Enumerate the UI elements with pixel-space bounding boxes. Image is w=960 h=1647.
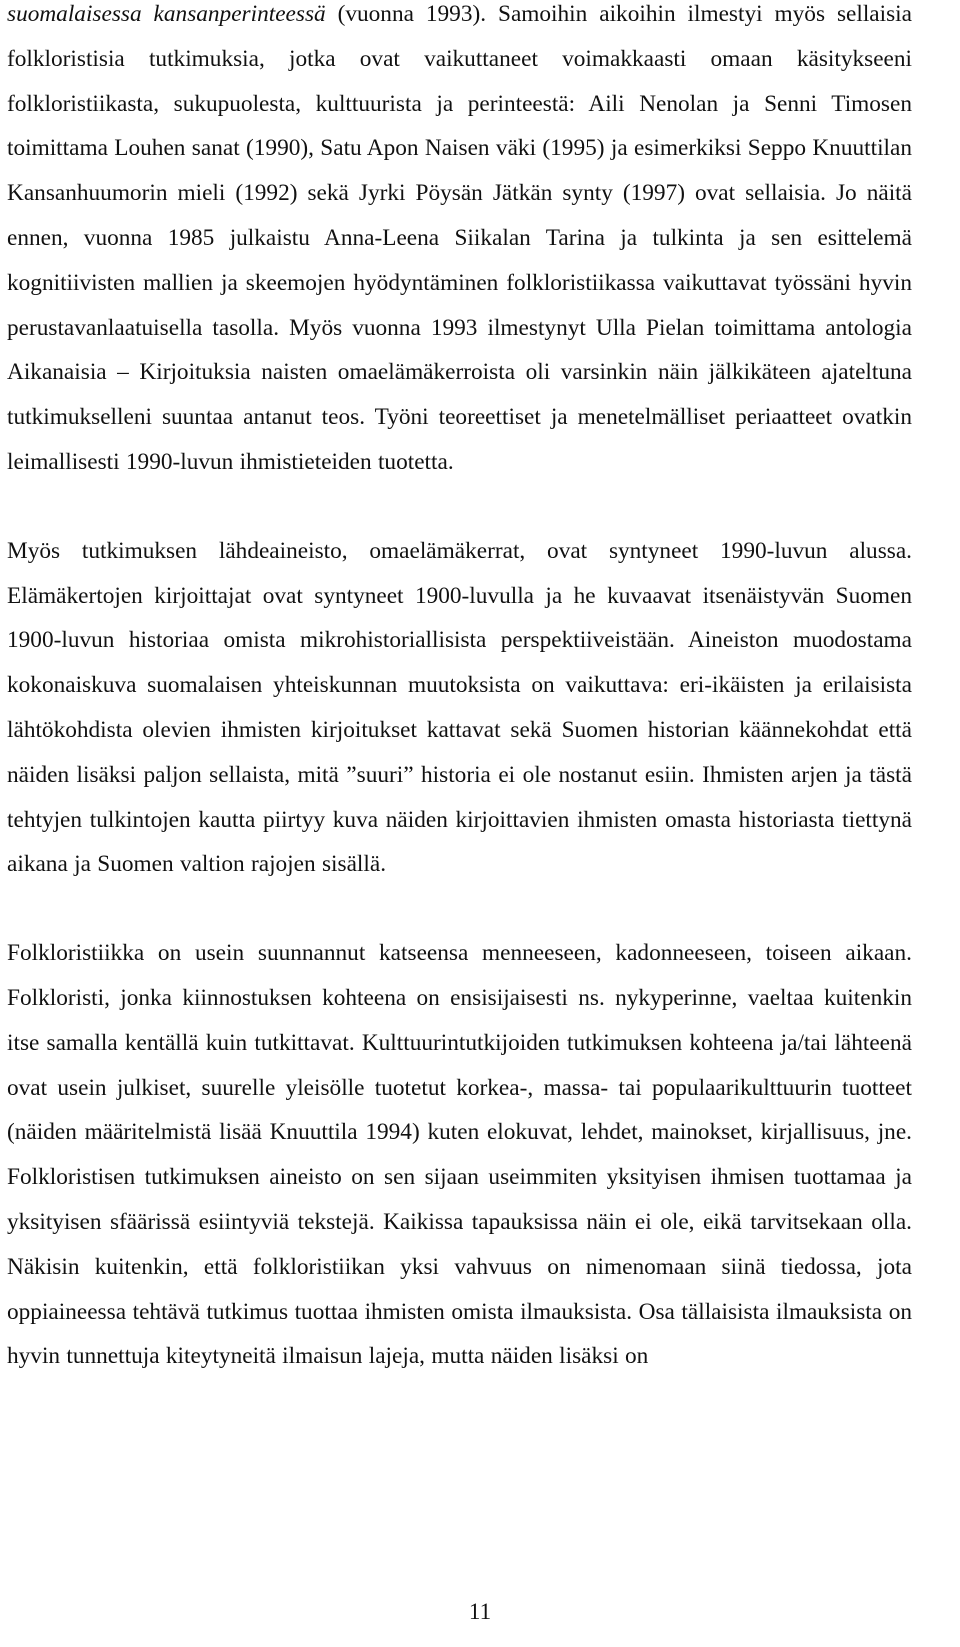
document-page: [7, 0, 912, 1379]
paragraph-3: [7, 931, 912, 1379]
paragraph-1: [7, 0, 912, 485]
page-number: 11: [468, 1599, 492, 1624]
italic-title-run: suomalaisessa kansanperinteessä: [7, 1, 326, 27]
paragraph-text-run: Folkloristiikka on usein suunnannut katseensa menneeseen, kadonneeseen, toiseen aikaan. Folkloristi, jonka kiinnostuksen kohteena on ensisijaisesti ns. nykyperinne, vaeltaa kuitenkin itse samalla kentällä kuin tutkittavat. Kulttuurintutkijoiden tutkimuksen kohteena ja/tai lähteenä ovat usein julkiset, suurelle yleisölle tuotetut korkea-, massa- tai populaarikulttuurin tuotteet (näiden määritelmistä lisää Knuuttila 1994) kuten elokuvat, lehdet, mainokset, kirjallisuus, jne. Folkloristisen tutkimuksen aineisto on sen sijaan useimmiten yksityisen ihmisen tuottamaa ja yksityisen sfäärissä esiintyviä tekstejä. Kaikissa tapauksissa näin ei ole, eikä tarvitsekaan olla. Näkisin kuitenkin, että folkloristiikan yksi vahvuus on nimenomaan siinä tiedossa, jota oppiaineessa tehtävä tutkimus tuottaa ihmisten omista ilmauksista. Osa tällaisista ilmauksista on hyvin tunnettuja kiteytyneitä ilmaisun lajeja, mutta näiden lisäksi on: [7, 940, 912, 1370]
paragraph-text-run: Myös tutkimuksen lähdeaineisto, omaelämäkerrat, ovat syntyneet 1990-luvun alussa. Elämäkertojen kirjoittajat ovat syntyneet 1900-luvulla ja he kuvaavat itsenäistyvän Suomen 1900-luvun historiaa omista mikrohistoriallisista perspektiiveistään. Aineiston muodostama kokonaiskuva suomalaisen yhteiskunnan muutoksista on vaikuttava: eri-ikäisten ja erilaisista lähtökohdista olevien ihmisten kirjoitukset kattavat sekä Suomen historian käännekohdat että näiden lisäksi paljon sellaista, mitä ”suuri” historia ei ole nostanut esiin. Ihmisten arjen ja tästä tehtyjen tulkintojen kautta piirtyy kuva näiden kirjoittavien ihmisten omasta historiasta tiettynä aikana ja Suomen valtion rajojen sisällä.: [7, 537, 912, 878]
paragraph-2: [7, 529, 912, 887]
paragraph-text-run: (vuonna 1993). Samoihin aikoihin ilmestyi myös sellaisia folkloristisia tutkimuksia, jotka ovat vaikuttaneet voimakkaasti omaan käsitykseeni folkloristiikasta, sukupuolesta, kulttuurista ja perinteestä: Aili Nenolan ja Senni Timosen toimittama Louhen sanat (1990), Satu Apon Naisen väki (1995) ja esimerkiksi Seppo Knuuttilan Kansanhuumorin mieli (1992) sekä Jyrki Pöysän Jätkän synty (1997) ovat sellaisia. Jo näitä ennen, vuonna 1985 julkaistu Anna-Leena Siikalan Tarina ja tulkinta ja sen esittelemä kognitiivisten mallien ja skeemojen hyödyntäminen folkloristiikassa vaikuttavat työssäni hyvin perustavanlaatuisella tasolla. Myös vuonna 1993 ilmestynyt Ulla Pielan toimittama antologia Aikanaisia – Kirjoituksia naisten omaelämäkerroista oli varsinkin näin jälkikäteen ajateltuna tutkimukselleni suuntaa antanut teos. Työni teoreettiset ja menetelmälliset periaatteet ovatkin leimallisesti 1990-luvun ihmistieteiden tuotetta.: [7, 1, 912, 475]
